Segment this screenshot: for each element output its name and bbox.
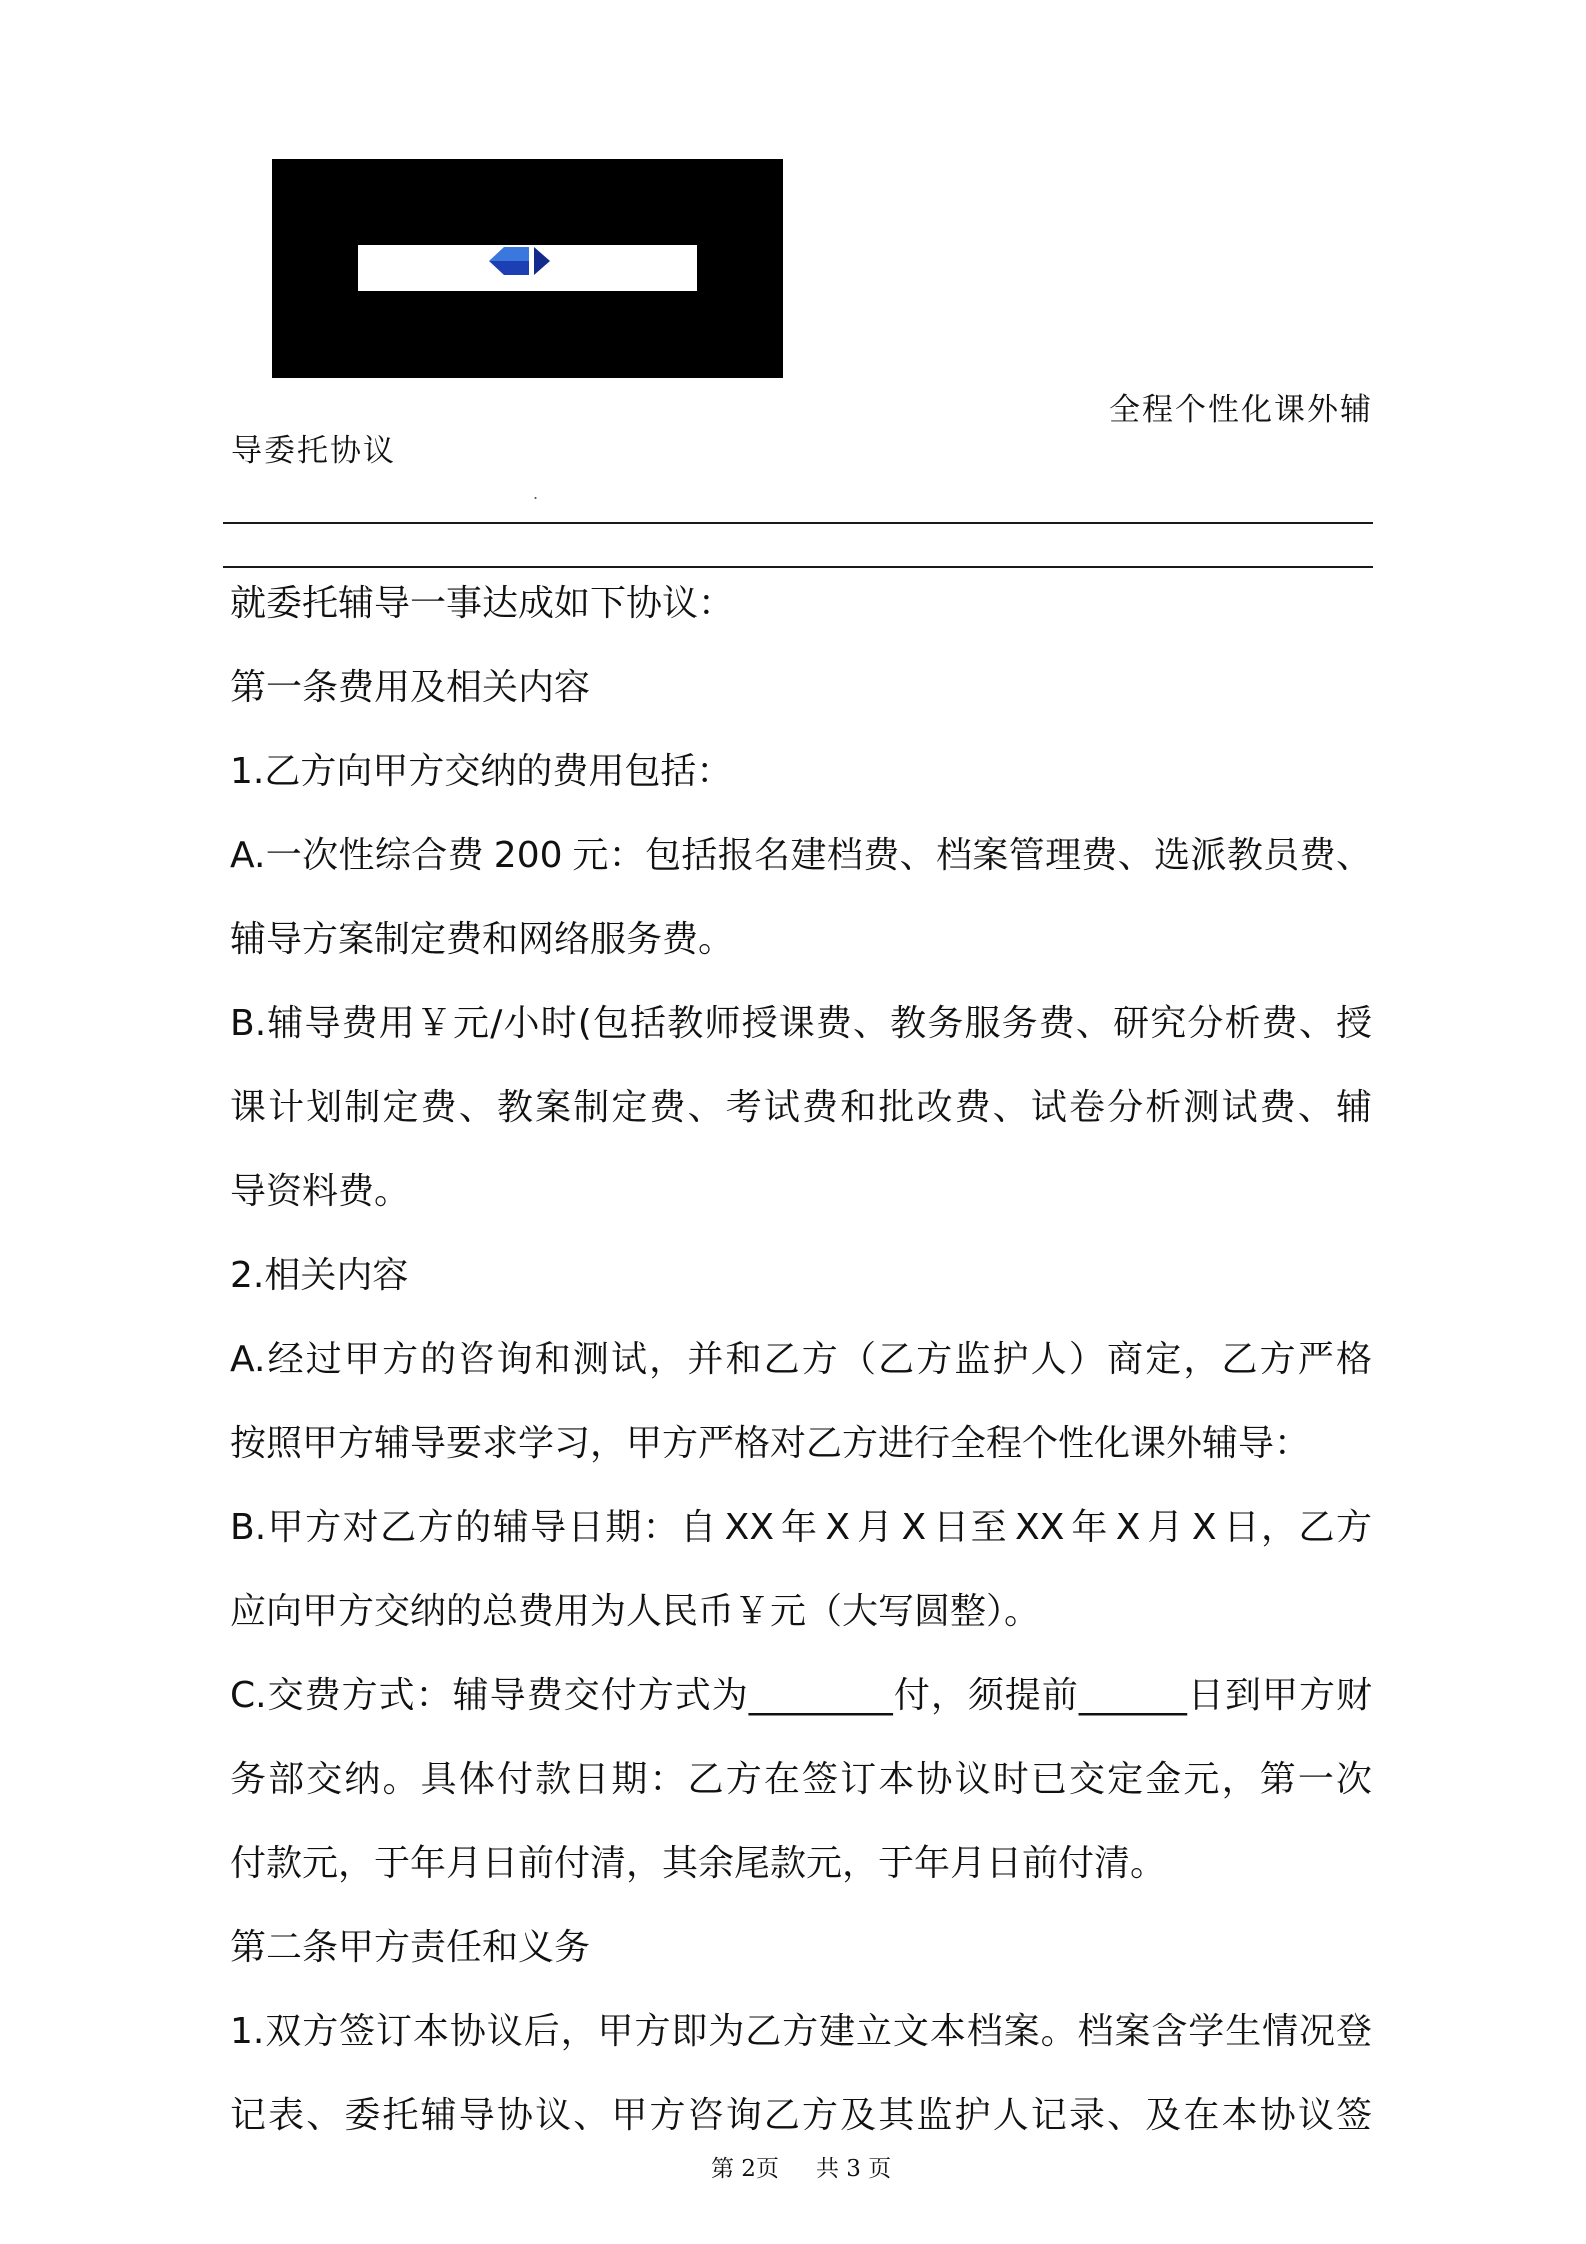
clause-line: 辅导方案制定费和网络服务费。: [230, 919, 735, 960]
clause-line: 1.乙方向甲方交纳的费用包括：: [230, 751, 733, 792]
clause-line: 应向甲方交纳的总费用为人民币￥元（大写圆整）。: [230, 1591, 1041, 1632]
document-title-line-1: 全程个性化课外辅: [1109, 392, 1373, 428]
clause-line: 课计划制定费、教案制定费、考试费和批改费、试卷分析测试费、辅: [230, 1087, 1372, 1128]
title-dot: .: [533, 484, 539, 503]
clause-line: B.辅导费用￥元/小时(包括教师授课费、教务服务费、研究分析费、授: [230, 1003, 1372, 1044]
agreement-body: [230, 562, 1372, 2158]
article-heading: 第一条费用及相关内容: [230, 667, 591, 708]
logo: [272, 159, 783, 378]
header-rule-top: [223, 522, 1373, 524]
article-heading: 第二条甲方责任和义务: [230, 1927, 591, 1968]
clause-line: B.甲方对乙方的辅导日期：自 XX 年 X 月 X 日至 XX 年 X 月 X 日，乙方: [230, 1507, 1372, 1548]
clause-line: A.一次性综合费 200 元：包括报名建档费、档案管理费、选派教员费、: [230, 835, 1372, 876]
document-title-line-2: 导委托协议: [231, 433, 396, 469]
clause-line: 导资料费。: [230, 1171, 411, 1212]
logo-mark-icon: [487, 241, 559, 281]
clause-line: 1.双方签订本协议后，甲方即为乙方建立文本档案。档案含学生情况登: [230, 2011, 1372, 2052]
clause-line: 按照甲方辅导要求学习，甲方严格对乙方进行全程个性化课外辅导：: [230, 1423, 1311, 1464]
clause-line: 务部交纳。具体付款日期：乙方在签订本协议时已交定金元，第一次: [230, 1759, 1372, 1800]
logo-mark-lower-shape: [489, 261, 529, 275]
logo-mark-upper-shape: [489, 247, 529, 261]
intro-line: 就委托辅导一事达成如下协议：: [230, 583, 735, 624]
clause-line: 记表、委托辅导协议、甲方咨询乙方及其监护人记录、及在本协议签: [230, 2095, 1372, 2136]
logo-mark-arrow-shape: [534, 247, 550, 275]
clause-line: 2.相关内容: [230, 1255, 409, 1296]
clause-line: A.经过甲方的咨询和测试，并和乙方（乙方监护人）商定，乙方严格: [230, 1339, 1372, 1380]
clause-line: 付款元，于年月日前付清，其余尾款元，于年月日前付清。: [230, 1843, 1167, 1884]
page-total: 共 3 页: [816, 2156, 892, 2182]
clause-line: C.交费方式：辅导费交付方式为________付，须提前______日到甲方财: [230, 1675, 1372, 1716]
page-number: 第 2页: [711, 2156, 779, 2182]
